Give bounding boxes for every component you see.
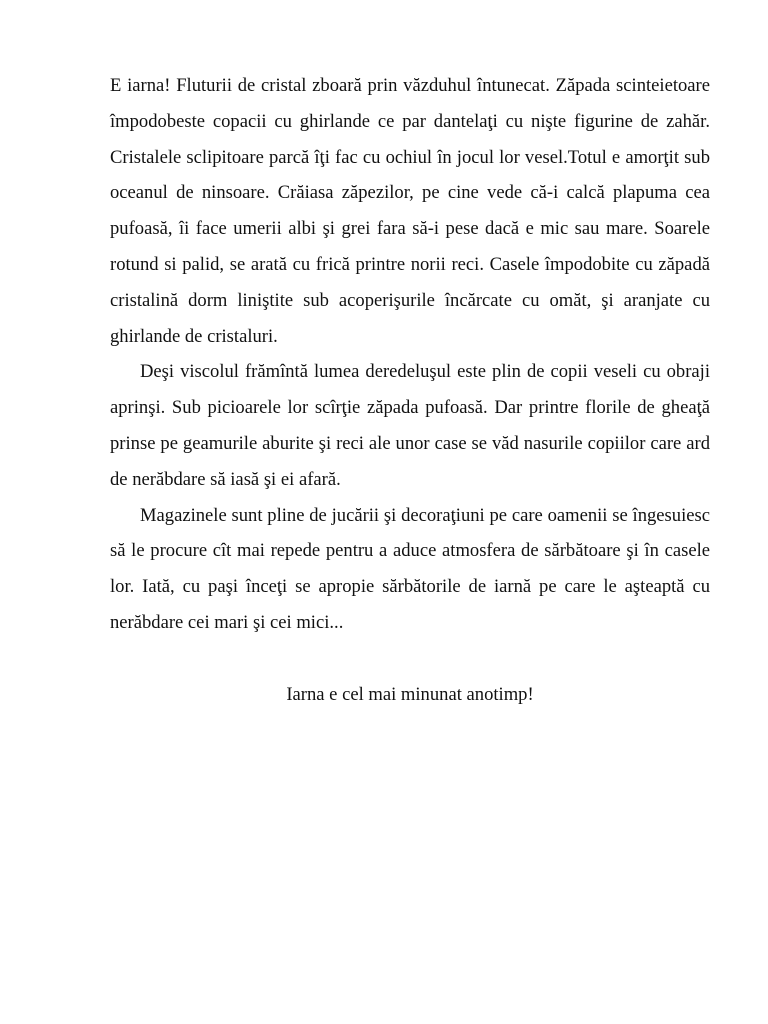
closing-line: Iarna e cel mai minunat anotimp! xyxy=(286,683,534,705)
paragraph-2: Deşi viscolul frămîntă lumea deredeluşul este plin de copii veseli cu obraji aprinşi. Sub picioarele lor scîrţie zăpada pufoasă. Dar printre florile de gheaţă prinse pe geamurile aburite şi reci ale unor case se văd nasurile copiilor care ard de nerăbdare să iasă şi ei afară. xyxy=(110,361,710,490)
paragraph-1: E iarna! Fluturii de cristal zboară prin văzduhul întunecat. Zăpada scinteietoare împodobeste copacii cu ghirlande ce par dantelaţi cu nişte figurine de zahăr. Cristalele sclipitoare parcă îţi fac cu ochiul în jocul lor vesel.Totul e amorţit sub oceanul de ninsoare. Crăiasa zăpezilor, pe cine vede că-i calcă plapuma cea pufoasă, îi face umerii albi şi grei fara să-i pese dacă e mic sau mare. Soarele rotund si palid, se arată cu frică printre norii reci. Casele împodobite cu zăpadă cristalină dorm liniştite sub acoperişurile încărcate cu omăt, şi aranjate cu ghirlande de cristaluri. xyxy=(110,75,710,347)
paragraph-3: Magazinele sunt pline de jucării şi decoraţiuni pe care oamenii se îngesuiesc să le procure cît mai repede pentru a aduce atmosfera de sărbătoare şi în casele lor. Iată, cu paşi înceţi se apropie sărbătorile de iarnă pe care le aşteaptă cu nerăbdare cei mari şi cei mici... xyxy=(110,504,710,633)
document-body xyxy=(110,68,710,712)
